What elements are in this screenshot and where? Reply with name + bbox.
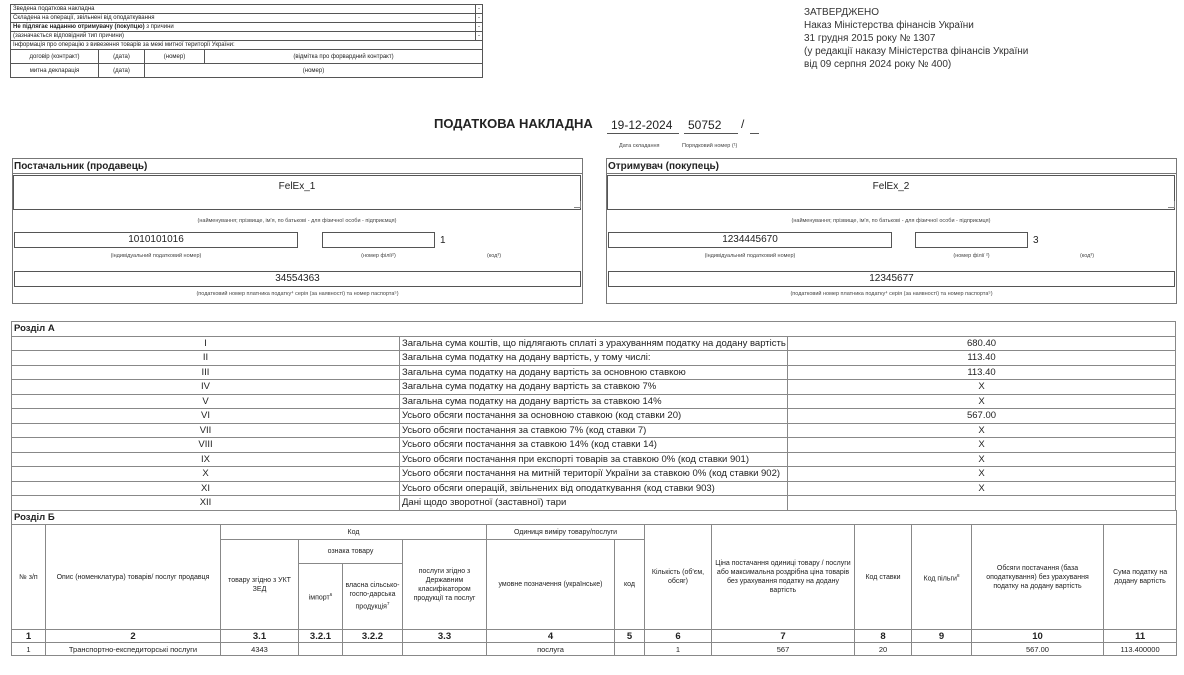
- cell-dkpp[interactable]: [403, 643, 487, 656]
- row-number: VII: [12, 423, 400, 438]
- number-label-text: Порядковий номер: [682, 143, 731, 149]
- row-value[interactable]: X: [788, 380, 1176, 395]
- row-number: XII: [12, 496, 400, 511]
- col-number: 3.2.1: [299, 630, 343, 643]
- col-number: 1: [12, 630, 46, 643]
- table-row: [12, 438, 1176, 453]
- buyer-name-label: (найменування; прізвище, ім'я, по батькові - для фізичної особи - підприємця): [791, 218, 991, 224]
- col-header-vat: Сума податку на додану вартість: [1104, 525, 1177, 630]
- col-header-unit-name: умовне позначення (українське): [487, 540, 615, 630]
- cell-vat[interactable]: 113.400000: [1104, 643, 1177, 656]
- col-header-benefit-sup: 8: [956, 572, 960, 578]
- reason-type-label: (зазначається відповідний тип причини): [11, 32, 476, 41]
- cell-price[interactable]: 567: [712, 643, 855, 656]
- reason-type-mark[interactable]: -: [475, 32, 482, 41]
- col-header-benefit: [912, 525, 972, 630]
- not-to-buyer-bold: Не підлягає наданню отримувачу (покупцю): [13, 24, 145, 30]
- seller-branch-side-number: 1: [440, 235, 446, 246]
- contract-number[interactable]: (номер): [145, 50, 205, 64]
- seller-branch-input[interactable]: [322, 232, 435, 248]
- col-header-price: Ціна постачання одиниці товару / послуги або максимальна роздрібна ціна товарів без урахування податку на додану вартість: [712, 525, 855, 630]
- row-text: Загальна сума податку на додану вартість, у тому числі:: [400, 351, 788, 366]
- row-number: IX: [12, 452, 400, 467]
- export-info-label: Інформація про операцію з вивезення товарів за межі митної території України:: [11, 41, 483, 50]
- buyer-ipn-label: (індивідуальний податковий номер): [704, 253, 796, 259]
- col-header-unit-group: Одиниця виміру товару/послуги: [487, 525, 645, 540]
- row-number: X: [12, 467, 400, 482]
- cell-desc[interactable]: Транспортно-експедиторські послуги: [46, 643, 221, 656]
- table-row: [12, 380, 1176, 395]
- buyer-branch-input[interactable]: [915, 232, 1028, 248]
- approval-line: Наказ Міністерства фінансів України: [804, 20, 974, 31]
- cell-num: 1: [12, 643, 46, 656]
- forward-contract-note[interactable]: (відмітка про форвардний контракт): [205, 50, 483, 64]
- cell-qty[interactable]: 1: [645, 643, 712, 656]
- buyer-ipn-input[interactable]: 1234445670: [608, 232, 892, 248]
- row-value[interactable]: X: [788, 452, 1176, 467]
- col-header-agri-sup: 7: [386, 601, 390, 607]
- col-number: 5: [615, 630, 645, 643]
- seller-title: Постачальник (продавець): [13, 159, 582, 174]
- row-value[interactable]: 680.40: [788, 336, 1176, 351]
- resize-grip-icon[interactable]: [1168, 201, 1175, 208]
- section-a-title: Розділ А: [12, 322, 1176, 337]
- buyer-name-input[interactable]: FelEx_2: [607, 175, 1175, 210]
- cell-unit-code[interactable]: [615, 643, 645, 656]
- col-number: 10: [972, 630, 1104, 643]
- row-text: Усього обсяги постачання за ставкою 7% (код ставки 7): [400, 423, 788, 438]
- row-text: Усього обсяги постачання за основною ставкою (код ставки 20): [400, 409, 788, 424]
- row-value[interactable]: X: [788, 467, 1176, 482]
- col-number: 6: [645, 630, 712, 643]
- cell-unit-name[interactable]: послуга: [487, 643, 615, 656]
- date-label: Дата складання: [619, 143, 660, 149]
- buyer-tax-id-label: (податковий номер платника податку⁴ серія (за наявності) та номер паспорта⁵): [790, 291, 993, 297]
- approval-line: від 09 серпня 2024 року № 400): [804, 59, 952, 70]
- col-header-rate: Код ставки: [855, 525, 912, 630]
- table-row: [12, 336, 1176, 351]
- summary-invoice-label: Зведена податкова накладна: [11, 5, 476, 14]
- seller-code-label: (код³): [486, 253, 502, 259]
- row-text: Загальна сума податку на додану вартість за ставкою 14%: [400, 394, 788, 409]
- section-a-table: [11, 321, 1176, 511]
- row-number: VI: [12, 409, 400, 424]
- section-b-title: Розділ Б: [12, 511, 1177, 525]
- number-label: [682, 143, 737, 149]
- buyer-branch-label: (номер філії ²): [953, 253, 990, 259]
- row-text: Усього обсяги постачання на митній території України за ставкою 0% (код ставки 902): [400, 467, 788, 482]
- approval-line: 31 грудня 2015 року № 1307: [804, 33, 936, 44]
- col-number: 9: [912, 630, 972, 643]
- seller-name-input[interactable]: FelEx_1: [13, 175, 581, 210]
- buyer-panel: [606, 158, 1177, 304]
- table-row: [12, 351, 1176, 366]
- cell-agri[interactable]: [343, 643, 403, 656]
- seller-ipn-label: (індивідуальний податковий номер): [110, 253, 202, 259]
- col-header-import-sup: 6: [329, 592, 333, 598]
- contract-label: договір (контракт): [11, 50, 99, 64]
- row-value[interactable]: 567.00: [788, 409, 1176, 424]
- document-title: ПОДАТКОВА НАКЛАДНА: [434, 116, 593, 131]
- buyer-tax-id-input[interactable]: 12345677: [608, 271, 1175, 287]
- row-number: III: [12, 365, 400, 380]
- seller-ipn-input[interactable]: 1010101016: [14, 232, 298, 248]
- row-text: Загальна сума податку на додану вартість за основною ставкою: [400, 365, 788, 380]
- col-header-volume: Обсяги постачання (база оподаткування) без урахування податку на додану вартість: [972, 525, 1104, 630]
- row-value[interactable]: 113.40: [788, 351, 1176, 366]
- seller-panel: [12, 158, 583, 304]
- col-header-num: № з/п: [12, 525, 46, 630]
- table-row: [12, 423, 1176, 438]
- approval-block: [804, 6, 1028, 71]
- row-number: IV: [12, 380, 400, 395]
- col-number: 2: [46, 630, 221, 643]
- customs-number[interactable]: (номер): [145, 64, 483, 78]
- cell-volume[interactable]: 567.00: [972, 643, 1104, 656]
- seller-tax-id-input[interactable]: 34554363: [14, 271, 581, 287]
- not-to-buyer-rest: з причини: [144, 24, 174, 30]
- table-row: [12, 409, 1176, 424]
- row-value[interactable]: X: [788, 394, 1176, 409]
- row-value[interactable]: X: [788, 423, 1176, 438]
- row-number: V: [12, 394, 400, 409]
- col-header-qty: Кількість (об'єм, обсяг): [645, 525, 712, 630]
- table-row: [12, 467, 1176, 482]
- row-value[interactable]: [788, 496, 1176, 511]
- row-text: Усього обсяги операцій, звільнених від оподаткування (код ставки 903): [400, 481, 788, 496]
- buyer-code-label: (код³): [1079, 253, 1095, 259]
- row-number: VIII: [12, 438, 400, 453]
- approval-line: ЗАТВЕРДЖЕНО: [804, 7, 880, 18]
- table-row: [12, 365, 1176, 380]
- table-row: [12, 496, 1176, 511]
- col-header-ukt: товару згідно з УКТ ЗЕД: [221, 540, 299, 630]
- row-value[interactable]: X: [788, 438, 1176, 453]
- buyer-branch-side-number: 3: [1033, 235, 1039, 246]
- row-text: Усього обсяги постачання за ставкою 14% (код ставки 14): [400, 438, 788, 453]
- not-to-buyer-label: [11, 23, 476, 32]
- exempt-operations-mark[interactable]: -: [475, 14, 482, 23]
- number-suffix-field[interactable]: [750, 118, 759, 134]
- col-number: 11: [1104, 630, 1177, 643]
- col-header-sign-group: ознака товару: [299, 540, 403, 564]
- buyer-title: Отримувач (покупець): [607, 159, 1176, 174]
- cell-rate[interactable]: 20: [855, 643, 912, 656]
- table-row: [12, 452, 1176, 467]
- exempt-operations-label: Складена на операції, звільнені від оподаткування: [11, 14, 476, 23]
- not-to-buyer-mark[interactable]: -: [475, 23, 482, 32]
- customs-declaration-label: митна декларація: [11, 64, 99, 78]
- col-number: 4: [487, 630, 615, 643]
- row-value[interactable]: 113.40: [788, 365, 1176, 380]
- col-header-import: [299, 564, 343, 630]
- col-header-import-text: імпорт: [308, 594, 330, 602]
- number-field[interactable]: 50752: [684, 118, 738, 134]
- date-field[interactable]: 19-12-2024: [607, 118, 679, 134]
- row-value[interactable]: X: [788, 481, 1176, 496]
- col-number: 3.3: [403, 630, 487, 643]
- export-info-table: [10, 4, 483, 78]
- col-number: 8: [855, 630, 912, 643]
- col-number: 3.2.2: [343, 630, 403, 643]
- number-slash: /: [741, 117, 745, 131]
- col-number: 3.1: [221, 630, 299, 643]
- resize-grip-icon[interactable]: [574, 201, 581, 208]
- row-text: Загальна сума коштів, що підлягають сплаті з урахуванням податку на додану вартість: [400, 336, 788, 351]
- col-header-desc: Опис (номенклатура) товарів/ послуг продавця: [46, 525, 221, 630]
- col-header-dkpp: послуги згідно з Державним класифікатором продукції та послуг: [403, 540, 487, 630]
- row-text: Усього обсяги постачання при експорті товарів за ставкою 0% (код ставки 901): [400, 452, 788, 467]
- row-text: Загальна сума податку на додану вартість за ставкою 7%: [400, 380, 788, 395]
- cell-benefit[interactable]: [912, 643, 972, 656]
- col-header-agri: [343, 564, 403, 630]
- cell-ukt[interactable]: 4343: [221, 643, 299, 656]
- row-number: I: [12, 336, 400, 351]
- section-b-table: [11, 510, 1177, 656]
- table-row: [12, 643, 1177, 656]
- row-text: Дані щодо зворотної (заставної) тари: [400, 496, 788, 511]
- col-header-benefit-text: Код пільги: [923, 575, 957, 583]
- number-label-sup: (¹): [731, 143, 738, 149]
- seller-branch-label: (номер філії²): [361, 253, 396, 259]
- contract-date[interactable]: (дата): [99, 50, 145, 64]
- row-number: XI: [12, 481, 400, 496]
- col-header-code-group: Код: [221, 525, 487, 540]
- col-number: 7: [712, 630, 855, 643]
- approval-line: (у редакції наказу Міністерства фінансів України: [804, 46, 1029, 57]
- summary-invoice-mark[interactable]: -: [475, 5, 482, 14]
- col-header-agri-text: власна сільсько-госпо-дарська продукція: [345, 582, 400, 611]
- customs-date[interactable]: (дата): [99, 64, 145, 78]
- row-number: II: [12, 351, 400, 366]
- cell-import[interactable]: [299, 643, 343, 656]
- seller-name-label: (найменування; прізвище, ім'я, по батькові - для фізичної особи - підприємця): [197, 218, 397, 224]
- table-row: [12, 481, 1176, 496]
- table-row: [12, 394, 1176, 409]
- col-header-unit-code: код: [615, 540, 645, 630]
- seller-tax-id-label: (податковий номер платника податку⁴ серія (за наявності) та номер паспорта⁵): [196, 291, 399, 297]
